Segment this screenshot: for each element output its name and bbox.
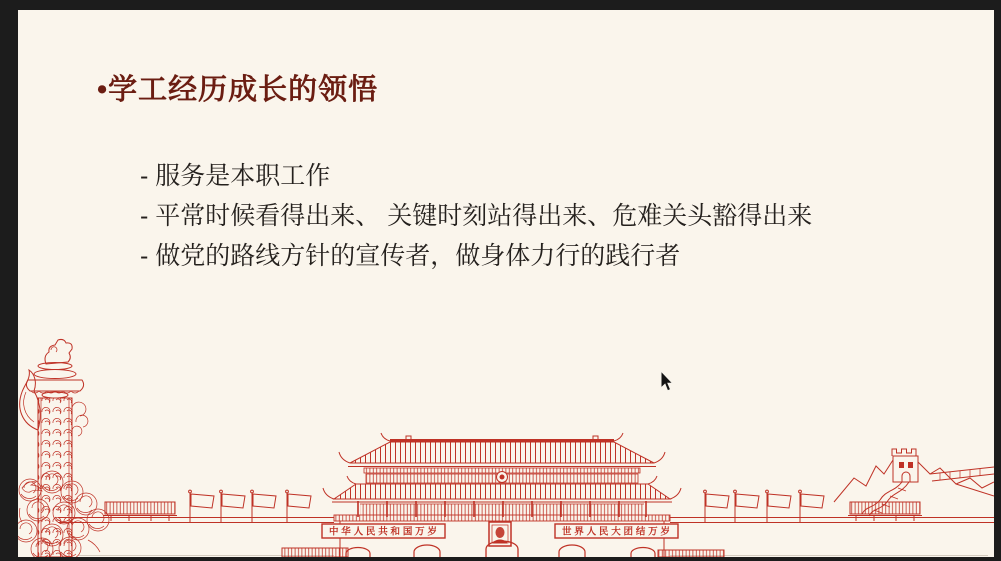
tiananmen-gate-icon <box>322 433 681 557</box>
slide-canvas <box>18 10 994 557</box>
grandstand-icon <box>103 502 177 521</box>
cloud-wing-icon <box>20 370 40 430</box>
national-emblem-icon <box>497 472 508 483</box>
bullet-line: - 平常时候看得出来、 关键时刻站得出来、危难关头豁得出来 <box>140 202 813 230</box>
banner-left <box>322 524 445 538</box>
banner-left-text: 中华人民共和国万岁 <box>329 526 437 538</box>
mouse-cursor-icon <box>660 371 674 393</box>
banner-right-text: 世界人民大团结万岁 <box>562 526 670 538</box>
slide-title: •学工经历成长的领悟 <box>97 74 379 106</box>
lion-statue-icon <box>38 339 72 369</box>
bullet-line: - 服务是本职工作 <box>140 162 331 190</box>
patriotic-lineart <box>18 10 994 557</box>
banner-right <box>555 524 678 538</box>
bullet-line: - 做党的路线方针的宣传者，做身体力行的践行者 <box>140 242 681 270</box>
